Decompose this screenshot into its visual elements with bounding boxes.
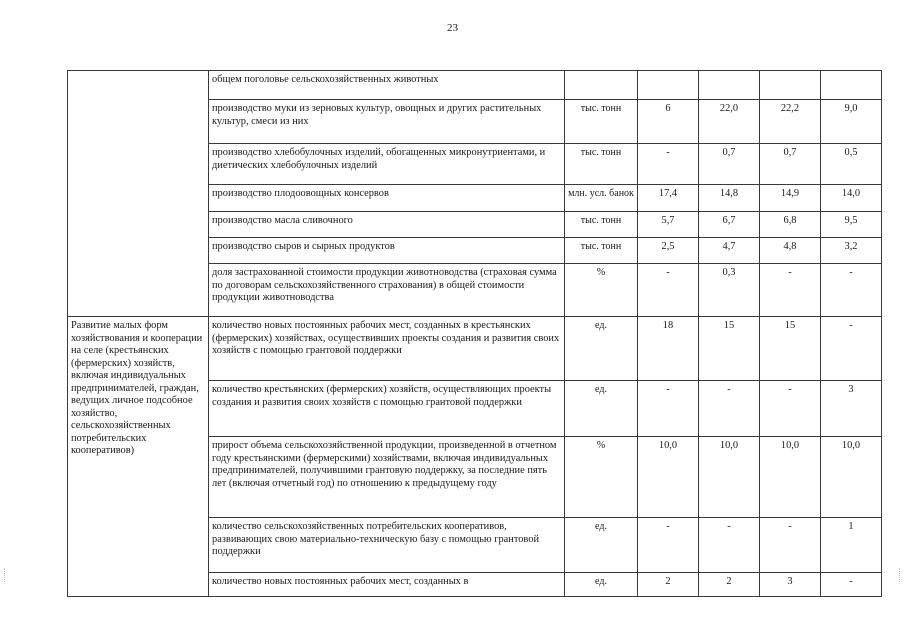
indicator-description: общем поголовье сельскохозяйственных животных <box>209 71 565 100</box>
value-cell: 3 <box>821 381 882 437</box>
indicator-unit <box>565 71 638 100</box>
indicator-description: производство сыров и сырных продуктов <box>209 238 565 264</box>
value-cell: 2 <box>699 573 760 597</box>
section-cell-empty <box>68 71 209 317</box>
page-number: 23 <box>447 22 458 34</box>
indicator-description: производство муки из зерновых культур, овощных и других растительных культур, смеси из них <box>209 100 565 144</box>
indicator-unit: тыс. тонн <box>565 100 638 144</box>
value-cell: 9,0 <box>821 100 882 144</box>
indicator-unit: ед. <box>565 381 638 437</box>
indicator-description: количество новых постоянных рабочих мест, созданных в крестьянских (фермерских) хозяйствах, осуществивших проекты создания и развития своих хозяйств с помощью грантовой поддержки <box>209 317 565 381</box>
indicator-unit: % <box>565 437 638 518</box>
value-cell <box>760 71 821 100</box>
value-cell: 6,7 <box>699 212 760 238</box>
indicator-unit: ед. <box>565 317 638 381</box>
value-cell: 1 <box>821 518 882 573</box>
value-cell: - <box>638 381 699 437</box>
indicator-unit: млн. усл. банок <box>565 185 638 212</box>
indicator-description: производство хлебобулочных изделий, обогащенных микронутриентами, и диетических хлебобулочных изделий <box>209 144 565 185</box>
value-cell: - <box>760 381 821 437</box>
value-cell: - <box>699 381 760 437</box>
value-cell: 3 <box>760 573 821 597</box>
value-cell: 10,0 <box>638 437 699 518</box>
value-cell: - <box>699 518 760 573</box>
value-cell: 0,7 <box>760 144 821 185</box>
indicator-unit: % <box>565 264 638 317</box>
value-cell: 18 <box>638 317 699 381</box>
value-cell: - <box>821 264 882 317</box>
section-title: Развитие малых форм хозяйствования и кооперации на селе (крестьянских (фермерских) хозяйств, включая индивидуальных предпринимателей, граждан, ведущих личное подсобное хозяйство, сельскохозяйственных потребительских кооперативов) <box>68 317 209 597</box>
indicator-description: количество крестьянских (фермерских) хозяйств, осуществляющих проекты создания и развития своих хозяйств с помощью грантовой поддержки <box>209 381 565 437</box>
value-cell: 4,7 <box>699 238 760 264</box>
value-cell <box>638 71 699 100</box>
indicator-description: количество новых постоянных рабочих мест, созданных в <box>209 573 565 597</box>
value-cell <box>699 71 760 100</box>
table-row <box>68 317 882 381</box>
value-cell: - <box>760 518 821 573</box>
value-cell: - <box>760 264 821 317</box>
value-cell: 2,5 <box>638 238 699 264</box>
scan-margin-mark-left <box>4 568 5 582</box>
indicator-unit: тыс. тонн <box>565 238 638 264</box>
value-cell: 9,5 <box>821 212 882 238</box>
indicator-unit: тыс. тонн <box>565 212 638 238</box>
value-cell: 4,8 <box>760 238 821 264</box>
indicator-description: доля застрахованной стоимости продукции животноводства (страховая сумма по договорам сельскохозяйственного страхования) в общей стоимости продукции животноводства <box>209 264 565 317</box>
value-cell: 6,8 <box>760 212 821 238</box>
value-cell: 10,0 <box>699 437 760 518</box>
value-cell: 3,2 <box>821 238 882 264</box>
value-cell: 0,5 <box>821 144 882 185</box>
value-cell: 2 <box>638 573 699 597</box>
indicator-description: производство масла сливочного <box>209 212 565 238</box>
value-cell: 22,2 <box>760 100 821 144</box>
indicator-description: количество сельскохозяйственных потребительских кооперативов, развивающих свою материально-техническую базу с помощью грантовой поддержки <box>209 518 565 573</box>
indicator-description: производство плодоовощных консервов <box>209 185 565 212</box>
table-row <box>68 71 882 100</box>
value-cell: 14,9 <box>760 185 821 212</box>
value-cell: 10,0 <box>821 437 882 518</box>
indicator-description: прирост объема сельскохозяйственной продукции, произведенной в отчетном году крестьянскими (фермерскими) хозяйствами, включая индивидуальных предпринимателей, получившими грантовую поддержку, за последние пять лет (включая отчетный год) по отношению к предыдущему году <box>209 437 565 518</box>
value-cell: - <box>638 264 699 317</box>
value-cell: - <box>638 144 699 185</box>
indicators-table <box>67 70 882 597</box>
indicator-unit: ед. <box>565 573 638 597</box>
value-cell: - <box>821 573 882 597</box>
indicator-unit: тыс. тонн <box>565 144 638 185</box>
value-cell: 10,0 <box>760 437 821 518</box>
value-cell: 6 <box>638 100 699 144</box>
value-cell: 0,7 <box>699 144 760 185</box>
value-cell: 15 <box>699 317 760 381</box>
value-cell: 14,0 <box>821 185 882 212</box>
value-cell: 15 <box>760 317 821 381</box>
value-cell: 22,0 <box>699 100 760 144</box>
value-cell: 5,7 <box>638 212 699 238</box>
value-cell: 14,8 <box>699 185 760 212</box>
value-cell: - <box>638 518 699 573</box>
value-cell: 0,3 <box>699 264 760 317</box>
scan-margin-mark-right <box>899 568 900 582</box>
indicator-unit: ед. <box>565 518 638 573</box>
value-cell: - <box>821 317 882 381</box>
value-cell <box>821 71 882 100</box>
value-cell: 17,4 <box>638 185 699 212</box>
